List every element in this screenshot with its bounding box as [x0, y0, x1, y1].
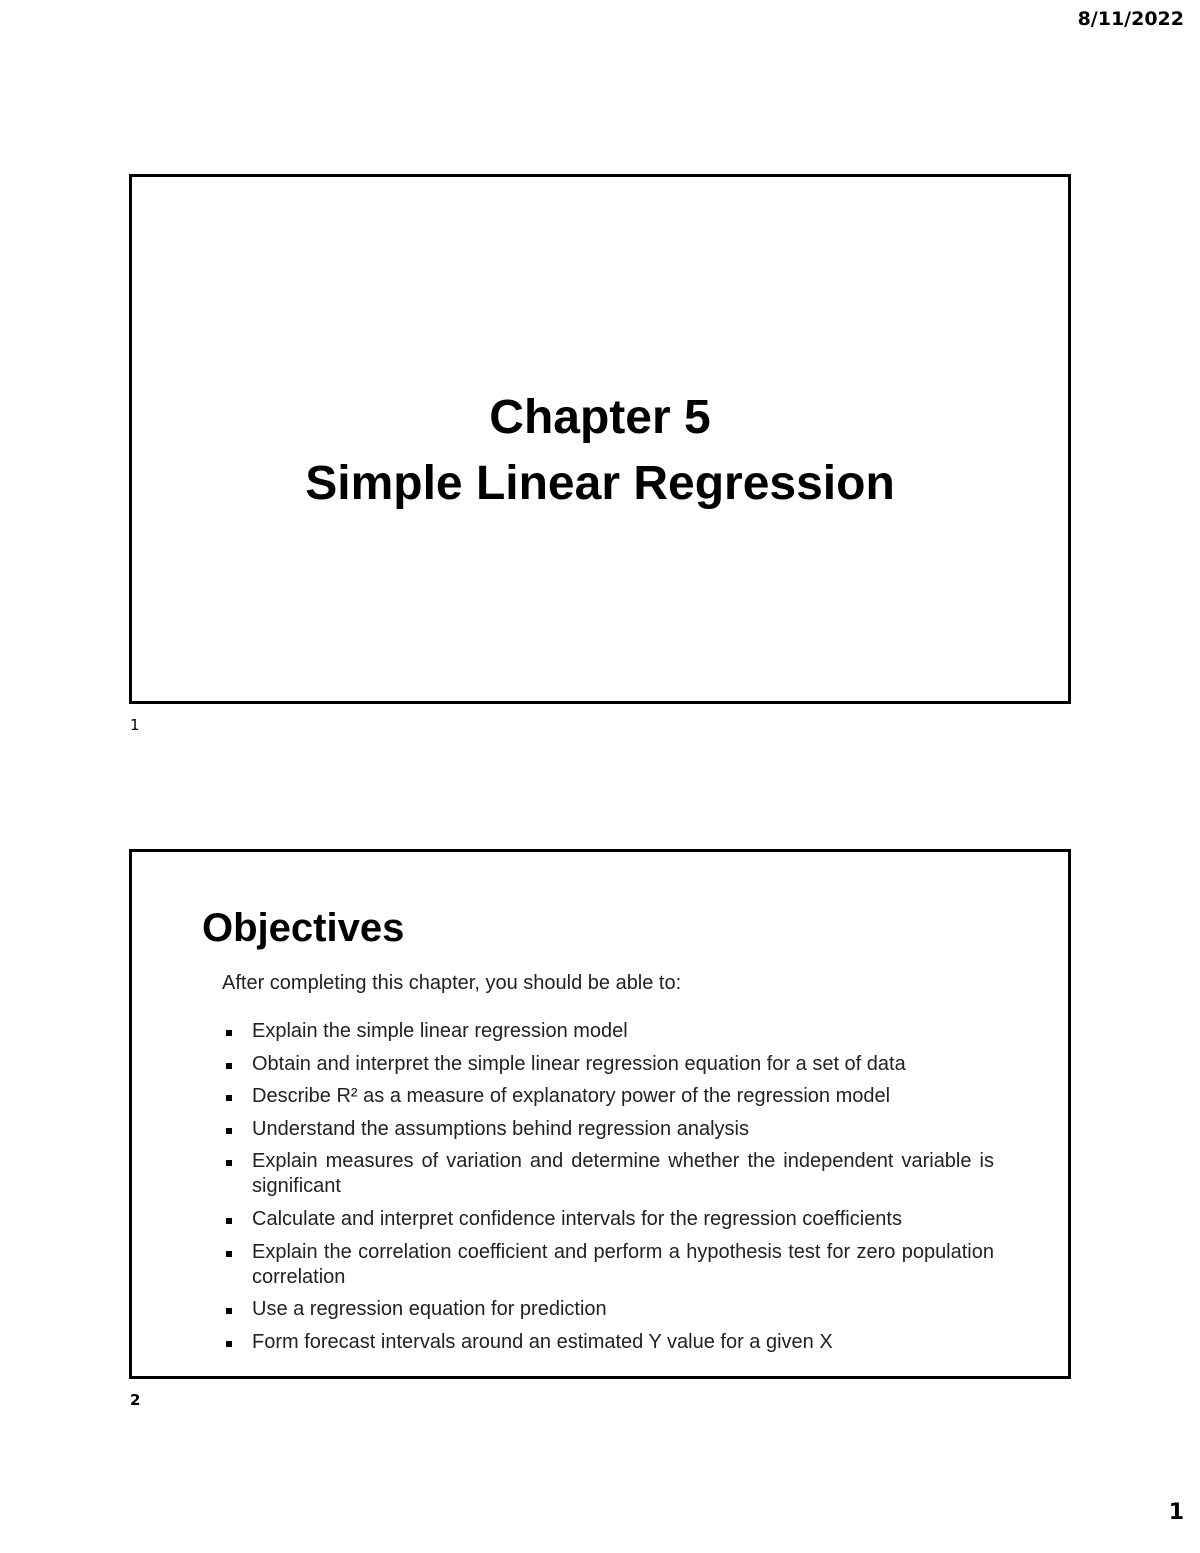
objectives-intro: After completing this chapter, you should be able to: [222, 972, 682, 994]
list-item [224, 1207, 994, 1232]
objectives-list [224, 1019, 994, 1362]
objective-text: Obtain and interpret the simple linear regression equation for a set of data [252, 1052, 906, 1075]
objective-text: Understand the assumptions behind regression analysis [252, 1117, 749, 1140]
list-item [224, 1240, 994, 1290]
slide-number-2: 2 [130, 1391, 141, 1409]
page-number: 1 [1168, 1500, 1184, 1525]
bullet-square-icon [226, 1160, 232, 1166]
slide-2 [129, 849, 1071, 1379]
list-item [224, 1019, 994, 1044]
bullet-square-icon [226, 1095, 232, 1101]
list-item [224, 1297, 994, 1322]
objective-text: Describe R² as a measure of explanatory power of the regression model [252, 1085, 891, 1108]
slide-1-title [132, 385, 1068, 517]
objective-text: Explain measures of variation and determine whether the independent variable is significant [252, 1150, 994, 1198]
bullet-square-icon [226, 1128, 232, 1134]
chapter-title: Simple Linear Regression [305, 457, 895, 510]
slide-1 [129, 174, 1071, 704]
objective-text: Form forecast intervals around an estimated Y value for a given X [252, 1330, 833, 1353]
list-item [224, 1052, 994, 1077]
chapter-number: Chapter 5 [489, 391, 711, 444]
page-date: 8/11/2022 [1077, 8, 1184, 30]
list-item [224, 1330, 994, 1355]
list-item [224, 1149, 994, 1199]
bullet-square-icon [226, 1341, 232, 1347]
list-item [224, 1117, 994, 1142]
objective-text: Calculate and interpret confidence intervals for the regression coefficients [252, 1207, 902, 1230]
objectives-heading: Objectives [202, 906, 405, 950]
objective-text: Explain the simple linear regression model [252, 1020, 628, 1042]
bullet-square-icon [226, 1251, 232, 1257]
objective-text: Explain the correlation coefficient and perform a hypothesis test for zero population correlation [252, 1240, 994, 1288]
bullet-square-icon [226, 1063, 232, 1069]
objective-text: Use a regression equation for prediction [252, 1298, 607, 1321]
bullet-square-icon [226, 1218, 232, 1224]
bullet-square-icon [226, 1030, 232, 1036]
list-item [224, 1084, 994, 1109]
slide-number-1: 1 [130, 716, 140, 734]
bullet-square-icon [226, 1308, 232, 1314]
